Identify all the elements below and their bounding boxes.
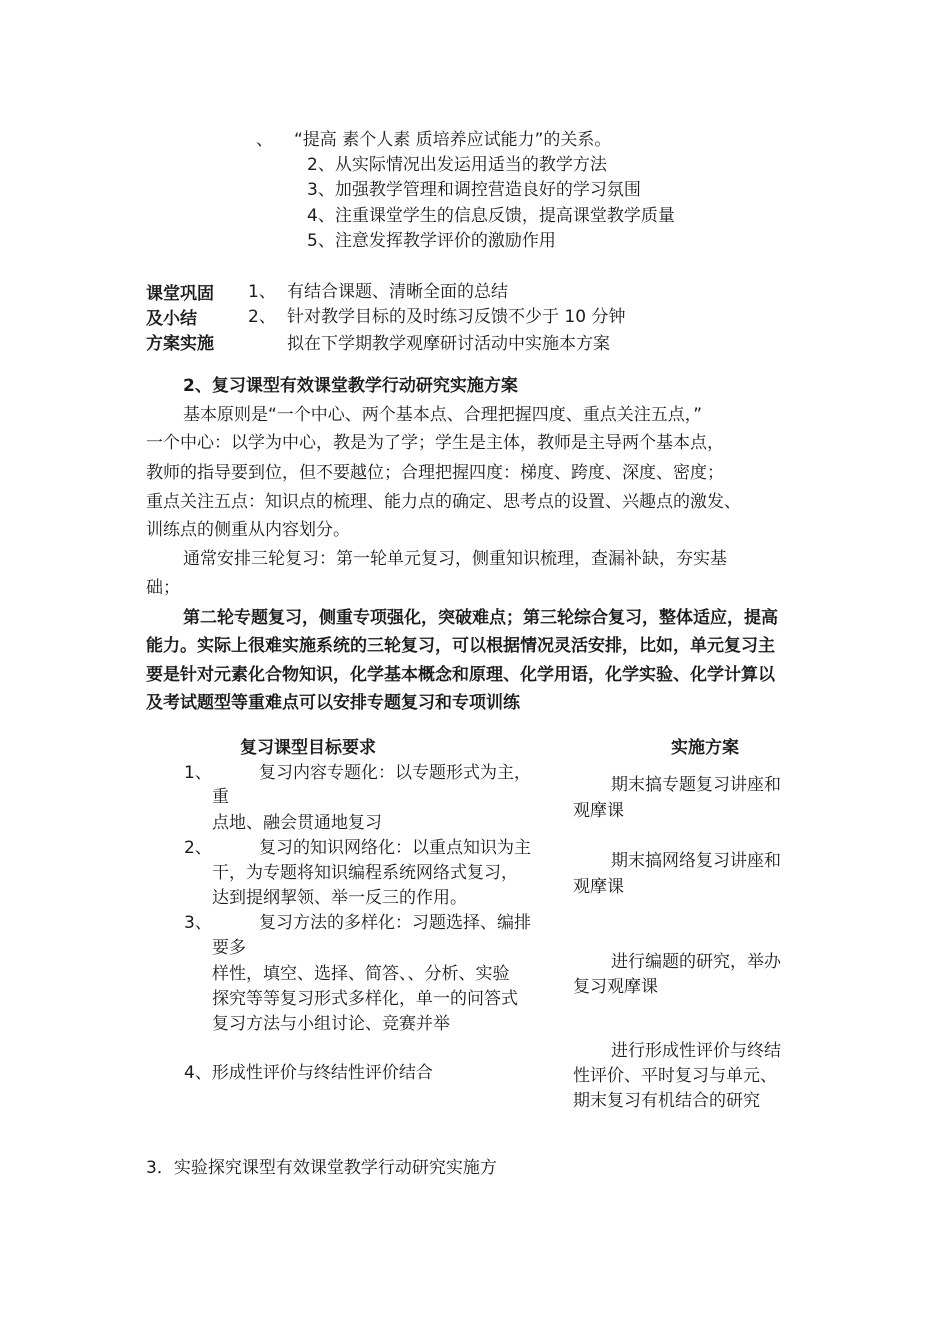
- paragraph-line: 能力。实际上很难实施系统的三轮复习，可以根据情况灵活安排，比如，单元复习主: [146, 636, 775, 656]
- table-cell-line: 进行形成性评价与终结: [611, 1041, 781, 1061]
- list-prefix: 、: [256, 130, 273, 150]
- table-cell-line: 复习的知识网络化：以重点知识为主: [259, 838, 531, 858]
- table-cell-line: 复习方法与小组讨论、竞赛并举: [212, 1014, 450, 1034]
- paragraph-line: 基本原则是“一个中心、两个基本点、合理把握四度、重点关注五点，”: [183, 405, 703, 425]
- paragraph-line: 第二轮专题复习，侧重专项强化，突破难点；第三轮综合复习，整体适应，提高: [183, 608, 778, 628]
- list-item: 针对教学目标的及时练习反馈不少于 10 分钟: [287, 307, 626, 327]
- item-number: 1、: [184, 763, 212, 783]
- table-cell-line: 4、形成性评价与终结性评价结合: [184, 1063, 433, 1083]
- table-cell-line: 观摩课: [573, 877, 624, 897]
- item-number: 2、: [248, 307, 276, 327]
- table-cell-line: 复习内容专题化：以专题形式为主，: [259, 763, 531, 783]
- paragraph-line: 通常安排三轮复习：第一轮单元复习，侧重知识梳理，查漏补缺，夯实基: [183, 549, 727, 569]
- item-number: 2、: [184, 838, 212, 858]
- list-item: 3、加强教学管理和调控营造良好的学习氛围: [307, 180, 641, 200]
- table-cell-line: 探究等等复习形式多样化，单一的问答式: [212, 989, 518, 1009]
- relation-text: “提高 素个人素 质培养应试能力”的关系。: [294, 130, 612, 150]
- table-cell-line: 干，为专题将知识编程系统网络式复习，: [212, 863, 518, 883]
- table-cell-line: 样性，填空、选择、简答、、分析、实验: [212, 964, 510, 984]
- paragraph-line: 教师的指导要到位，但不要越位；合理把握四度：梯度、跨度、深度、密度；: [146, 463, 724, 483]
- list-item: 2、从实际情况出发运用适当的教学方法: [307, 155, 607, 175]
- row-label: 及小结: [146, 309, 197, 329]
- table-header-goals: 复习课型目标要求: [240, 738, 376, 758]
- table-cell-line: 期末搞网络复习讲座和: [611, 851, 781, 871]
- paragraph-line: 础；: [146, 578, 180, 598]
- table-cell-line: 性评价、平时复习与单元、: [573, 1066, 777, 1086]
- table-cell-line: 重: [212, 787, 229, 807]
- row-label: 课堂巩固: [146, 284, 214, 304]
- item-number: 1、: [248, 282, 276, 302]
- implementation-text: 拟在下学期教学观摩研讨活动中实施本方案: [287, 334, 610, 354]
- list-item: 5、注意发挥教学评价的激励作用: [307, 231, 556, 251]
- paragraph-line: 及考试题型等重难点可以安排专题复习和专项训练: [146, 693, 520, 713]
- paragraph-line: 重点关注五点：知识点的梳理、能力点的确定、思考点的设置、兴趣点的激发、: [146, 492, 741, 512]
- list-item: 有结合课题、清晰全面的总结: [287, 282, 508, 302]
- table-cell-line: 期末复习有机结合的研究: [573, 1091, 760, 1111]
- section-heading: 3．实验探究课型有效课堂教学行动研究实施方: [146, 1158, 497, 1178]
- list-item: 4、注重课堂学生的信息反馈，提高课堂教学质量: [307, 206, 675, 226]
- table-cell-line: 达到提纲挈领、举一反三的作用。: [212, 888, 467, 908]
- table-cell-line: 期末搞专题复习讲座和: [611, 775, 781, 795]
- table-cell-line: 要多: [212, 938, 246, 958]
- row-label: 方案实施: [146, 334, 214, 354]
- table-cell-line: 点地、融会贯通地复习: [212, 813, 382, 833]
- paragraph-line: 一个中心：以学为中心，教是为了学；学生是主体，教师是主导两个基本点，: [146, 433, 724, 453]
- paragraph-line: 训练点的侧重从内容划分。: [146, 520, 350, 540]
- paragraph-line: 要是针对元素化合物知识，化学基本概念和原理、化学用语，化学实验、化学计算以: [146, 665, 775, 685]
- table-cell-line: 进行编题的研究，举办: [611, 952, 781, 972]
- table-cell-line: 复习观摩课: [573, 977, 658, 997]
- table-cell-line: 复习方法的多样化：习题选择、编排: [259, 913, 531, 933]
- table-cell-line: 观摩课: [573, 801, 624, 821]
- item-number: 3、: [184, 913, 212, 933]
- section-heading: 2、复习课型有效课堂教学行动研究实施方案: [183, 376, 518, 396]
- table-header-plan: 实施方案: [671, 738, 739, 758]
